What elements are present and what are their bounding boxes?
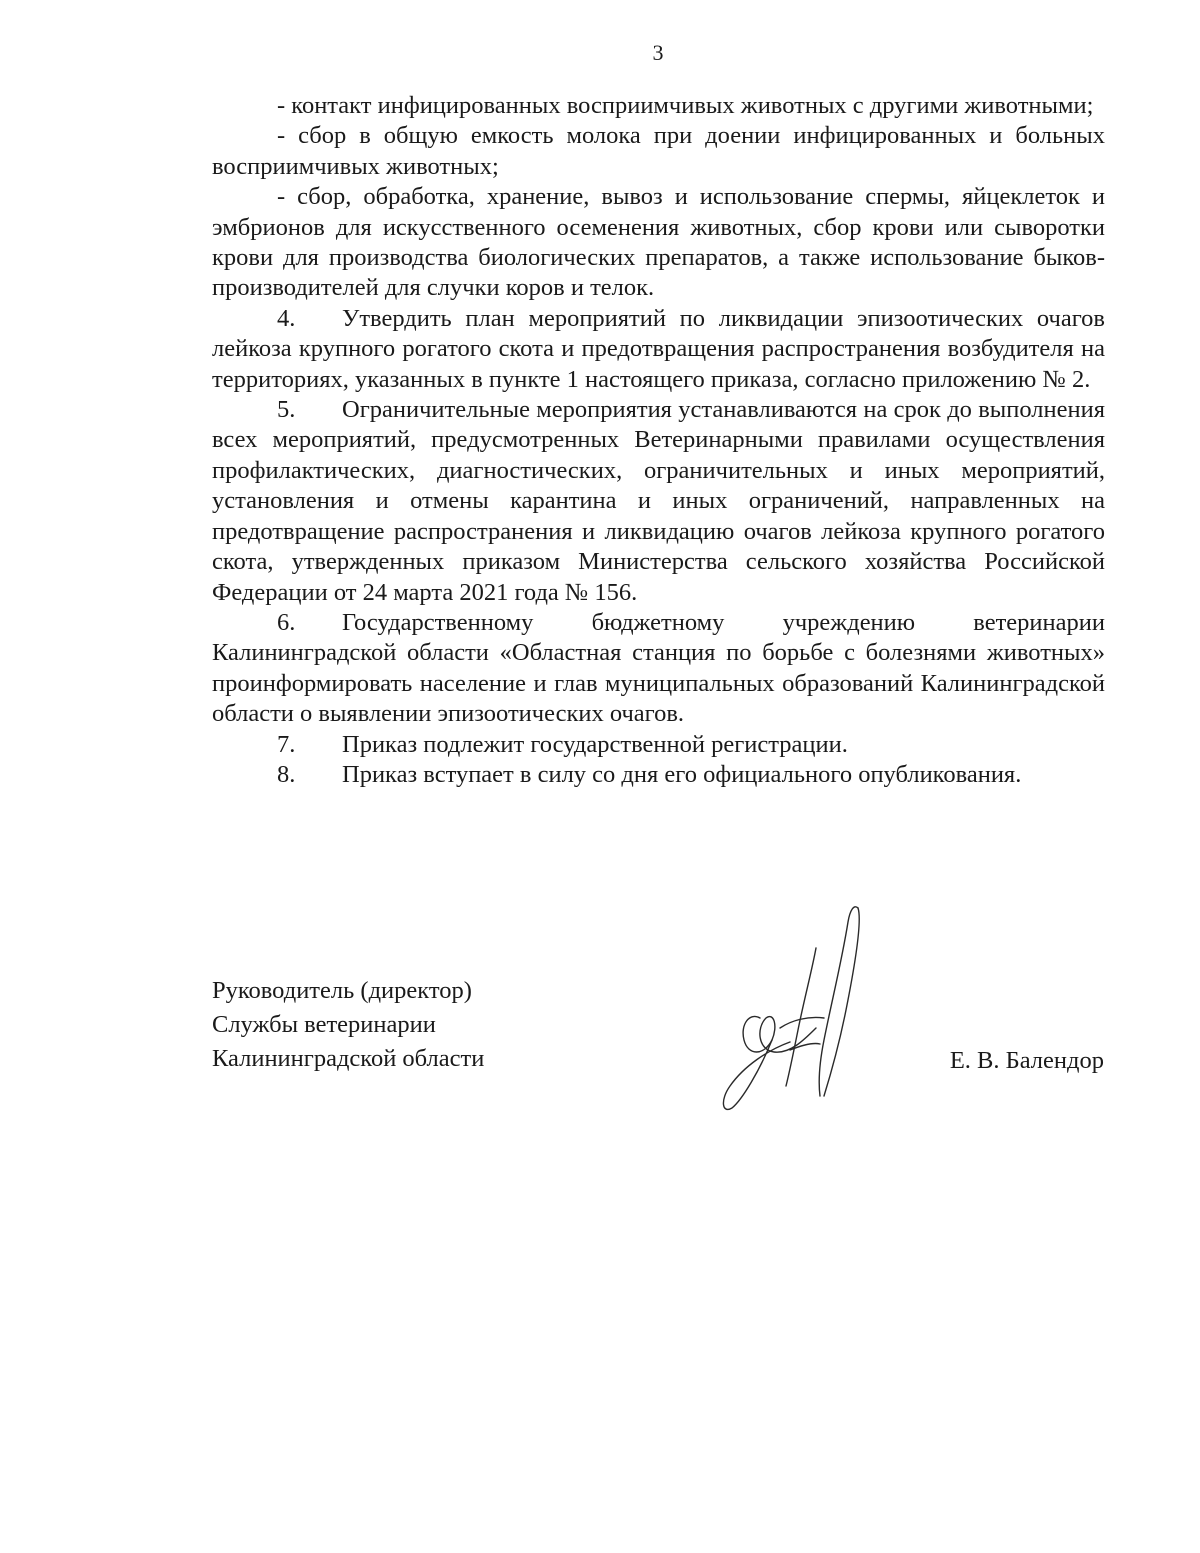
signer-position-line: Калининградской области <box>212 1045 485 1072</box>
item-number: 5. <box>277 396 296 424</box>
item-5 <box>212 395 1105 608</box>
paragraph-sperm: - сбор, обработка, хранение, вывоз и использование спермы, яйцеклеток и эмбрионов для искусственного осеменения животных, сбор крови или сыворотки крови для производства биологических препаратов, а также использование быков-производителей для случки коров и телок. <box>212 183 1105 302</box>
signer-position-line: Руководитель (директор) <box>212 977 472 1004</box>
item-4 <box>212 304 1105 395</box>
item-text: Приказ подлежит государственной регистрации. <box>342 730 848 758</box>
paragraph-milk: - сбор в общую емкость молока при доении инфицированных и больных восприимчивых животных; <box>212 122 1105 180</box>
item-number: 4. <box>277 304 296 332</box>
signer-position <box>212 974 484 1076</box>
item-7 <box>212 730 1105 760</box>
signer-name: Е. В. Балендор <box>949 1047 1104 1074</box>
item-number: 6. <box>277 608 296 636</box>
item-text: Государственному бюджетному учреждению ветеринарии Калининградской области «Областная станция по борьбе с болезнями животных» проинформировать население и глав муниципальных образований Калининградской области о выявлении эпизоотических очагов. <box>212 608 1105 728</box>
item-number: 8. <box>277 760 296 788</box>
item-number: 7. <box>277 730 296 758</box>
page-number: 3 <box>652 40 664 65</box>
item-text: Ограничительные мероприятия устанавливаются на срок до выполнения всех мероприятий, предусмотренных Ветеринарными правилами осуществления профилактических, диагностических, ограничительных и иных мероприятий, установления и отмены карантина и иных ограничений, направленных на предотвращение распространения и ликвидацию очагов лейкоза крупного рогатого скота, утвержденных приказом Министерства сельского хозяйства Российской Федерации от 24 марта 2021 года № 156. <box>212 396 1105 606</box>
item-text: Утвердить план мероприятий по ликвидации эпизоотических очагов лейкоза крупного рогатого скота и предотвращения распространения возбудителя на территориях, указанных в пункте 1 настоящего приказа, согласно приложению № 2. <box>212 304 1105 393</box>
item-6 <box>212 608 1105 730</box>
document-body <box>212 91 1105 790</box>
handwritten-signature <box>720 900 870 1115</box>
item-8 <box>212 760 1105 790</box>
paragraph-contact: - контакт инфицированных восприимчивых животных с другими животными; <box>277 92 1094 119</box>
item-text: Приказ вступает в силу со дня его официального опубликования. <box>342 760 1022 788</box>
signer-position-line: Службы ветеринарии <box>212 1011 436 1038</box>
